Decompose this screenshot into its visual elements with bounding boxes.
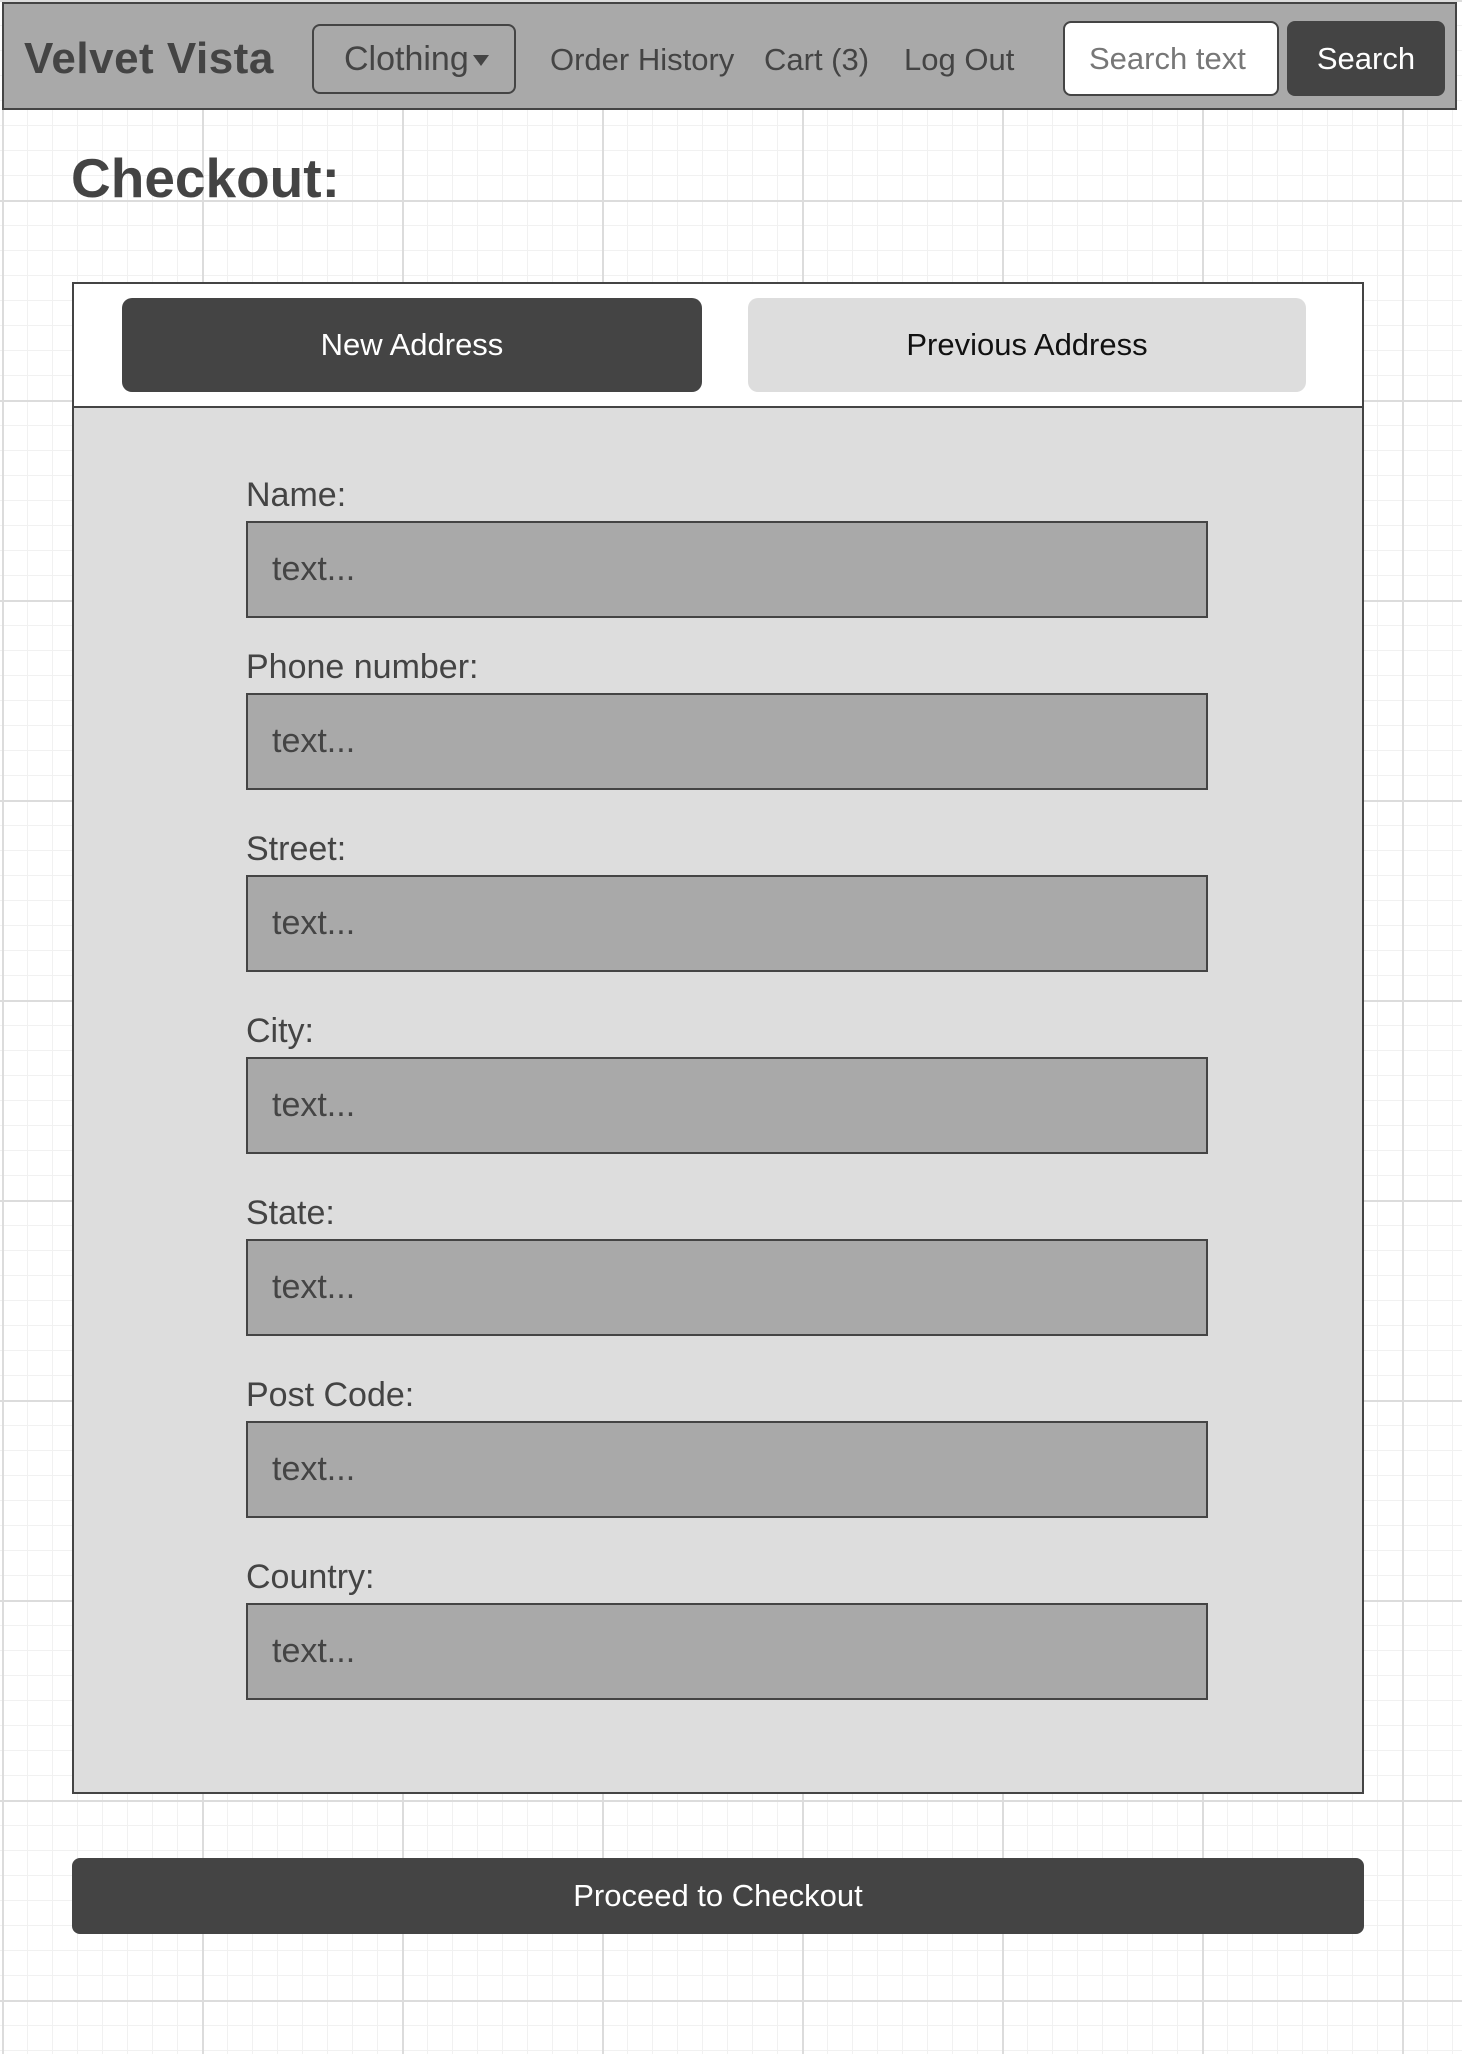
tab-new-address[interactable]: New Address [122, 298, 702, 392]
state-label: State: [246, 1194, 335, 1232]
phone-label: Phone number: [246, 648, 479, 686]
tab-previous-address[interactable]: Previous Address [748, 298, 1306, 392]
category-dropdown-label: Clothing [344, 39, 469, 78]
order-history-link[interactable]: Order History [550, 42, 735, 77]
caret-down-icon [473, 55, 489, 66]
country-label: Country: [246, 1558, 375, 1596]
name-field[interactable] [246, 521, 1208, 618]
street-label: Street: [246, 830, 347, 868]
cart-link[interactable]: Cart (3) [764, 42, 870, 77]
top-navbar [2, 2, 1457, 110]
post-code-field[interactable] [246, 1421, 1208, 1518]
city-field[interactable] [246, 1057, 1208, 1154]
proceed-to-checkout-button[interactable]: Proceed to Checkout [72, 1858, 1364, 1934]
phone-field[interactable] [246, 693, 1208, 790]
name-label: Name: [246, 476, 347, 514]
brand-logo[interactable]: Velvet Vista [24, 34, 274, 83]
state-field[interactable] [246, 1239, 1208, 1336]
log-out-link[interactable]: Log Out [904, 42, 1015, 77]
city-label: City: [246, 1012, 314, 1050]
post-code-label: Post Code: [246, 1376, 415, 1414]
address-tab-bar [74, 284, 1362, 408]
search-input[interactable] [1063, 21, 1279, 96]
category-dropdown[interactable] [312, 24, 516, 94]
street-field[interactable] [246, 875, 1208, 972]
country-field[interactable] [246, 1603, 1208, 1700]
page-title: Checkout: [71, 147, 340, 209]
address-form-card [72, 282, 1364, 1794]
search-button[interactable]: Search [1287, 21, 1445, 96]
